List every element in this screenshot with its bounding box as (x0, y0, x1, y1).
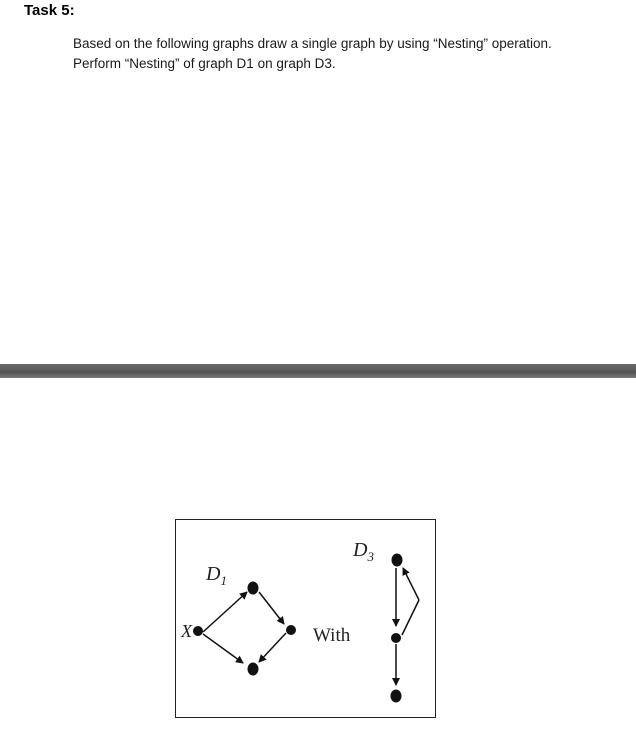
edge-d3-middle-up (402, 600, 419, 635)
edge-x-bottom (203, 634, 243, 663)
d1-node-bottom (247, 662, 259, 676)
x-label: X (181, 621, 192, 641)
d3-node-bottom (390, 689, 402, 703)
edge-x-top (203, 592, 247, 632)
d1-label: $D_1$ (206, 563, 227, 588)
task-title: Task 5: (24, 2, 75, 19)
d1-node-x (193, 626, 203, 636)
d1-edges (203, 592, 286, 663)
instruction-line-2: Perform “Nesting” of graph D1 on graph D3. (73, 56, 336, 71)
d1-node-top (247, 581, 259, 595)
d1-node-right (286, 625, 296, 635)
with-label: With (313, 625, 351, 646)
edge-right-bottom (259, 633, 286, 662)
graph-figure-svg (176, 520, 437, 719)
edge-top-right (259, 592, 284, 624)
section-divider (0, 364, 636, 378)
d3-label: $D_3$ (353, 539, 374, 564)
instructions (73, 34, 613, 74)
instruction-line-1: Based on the following graphs draw a single graph by using “Nesting” operation. (73, 36, 552, 51)
d3-node-top (391, 553, 403, 567)
edge-d3-back-top (403, 568, 419, 600)
d3-node-middle (391, 633, 401, 643)
d3-edges (396, 568, 419, 685)
graph-figure (175, 519, 436, 718)
